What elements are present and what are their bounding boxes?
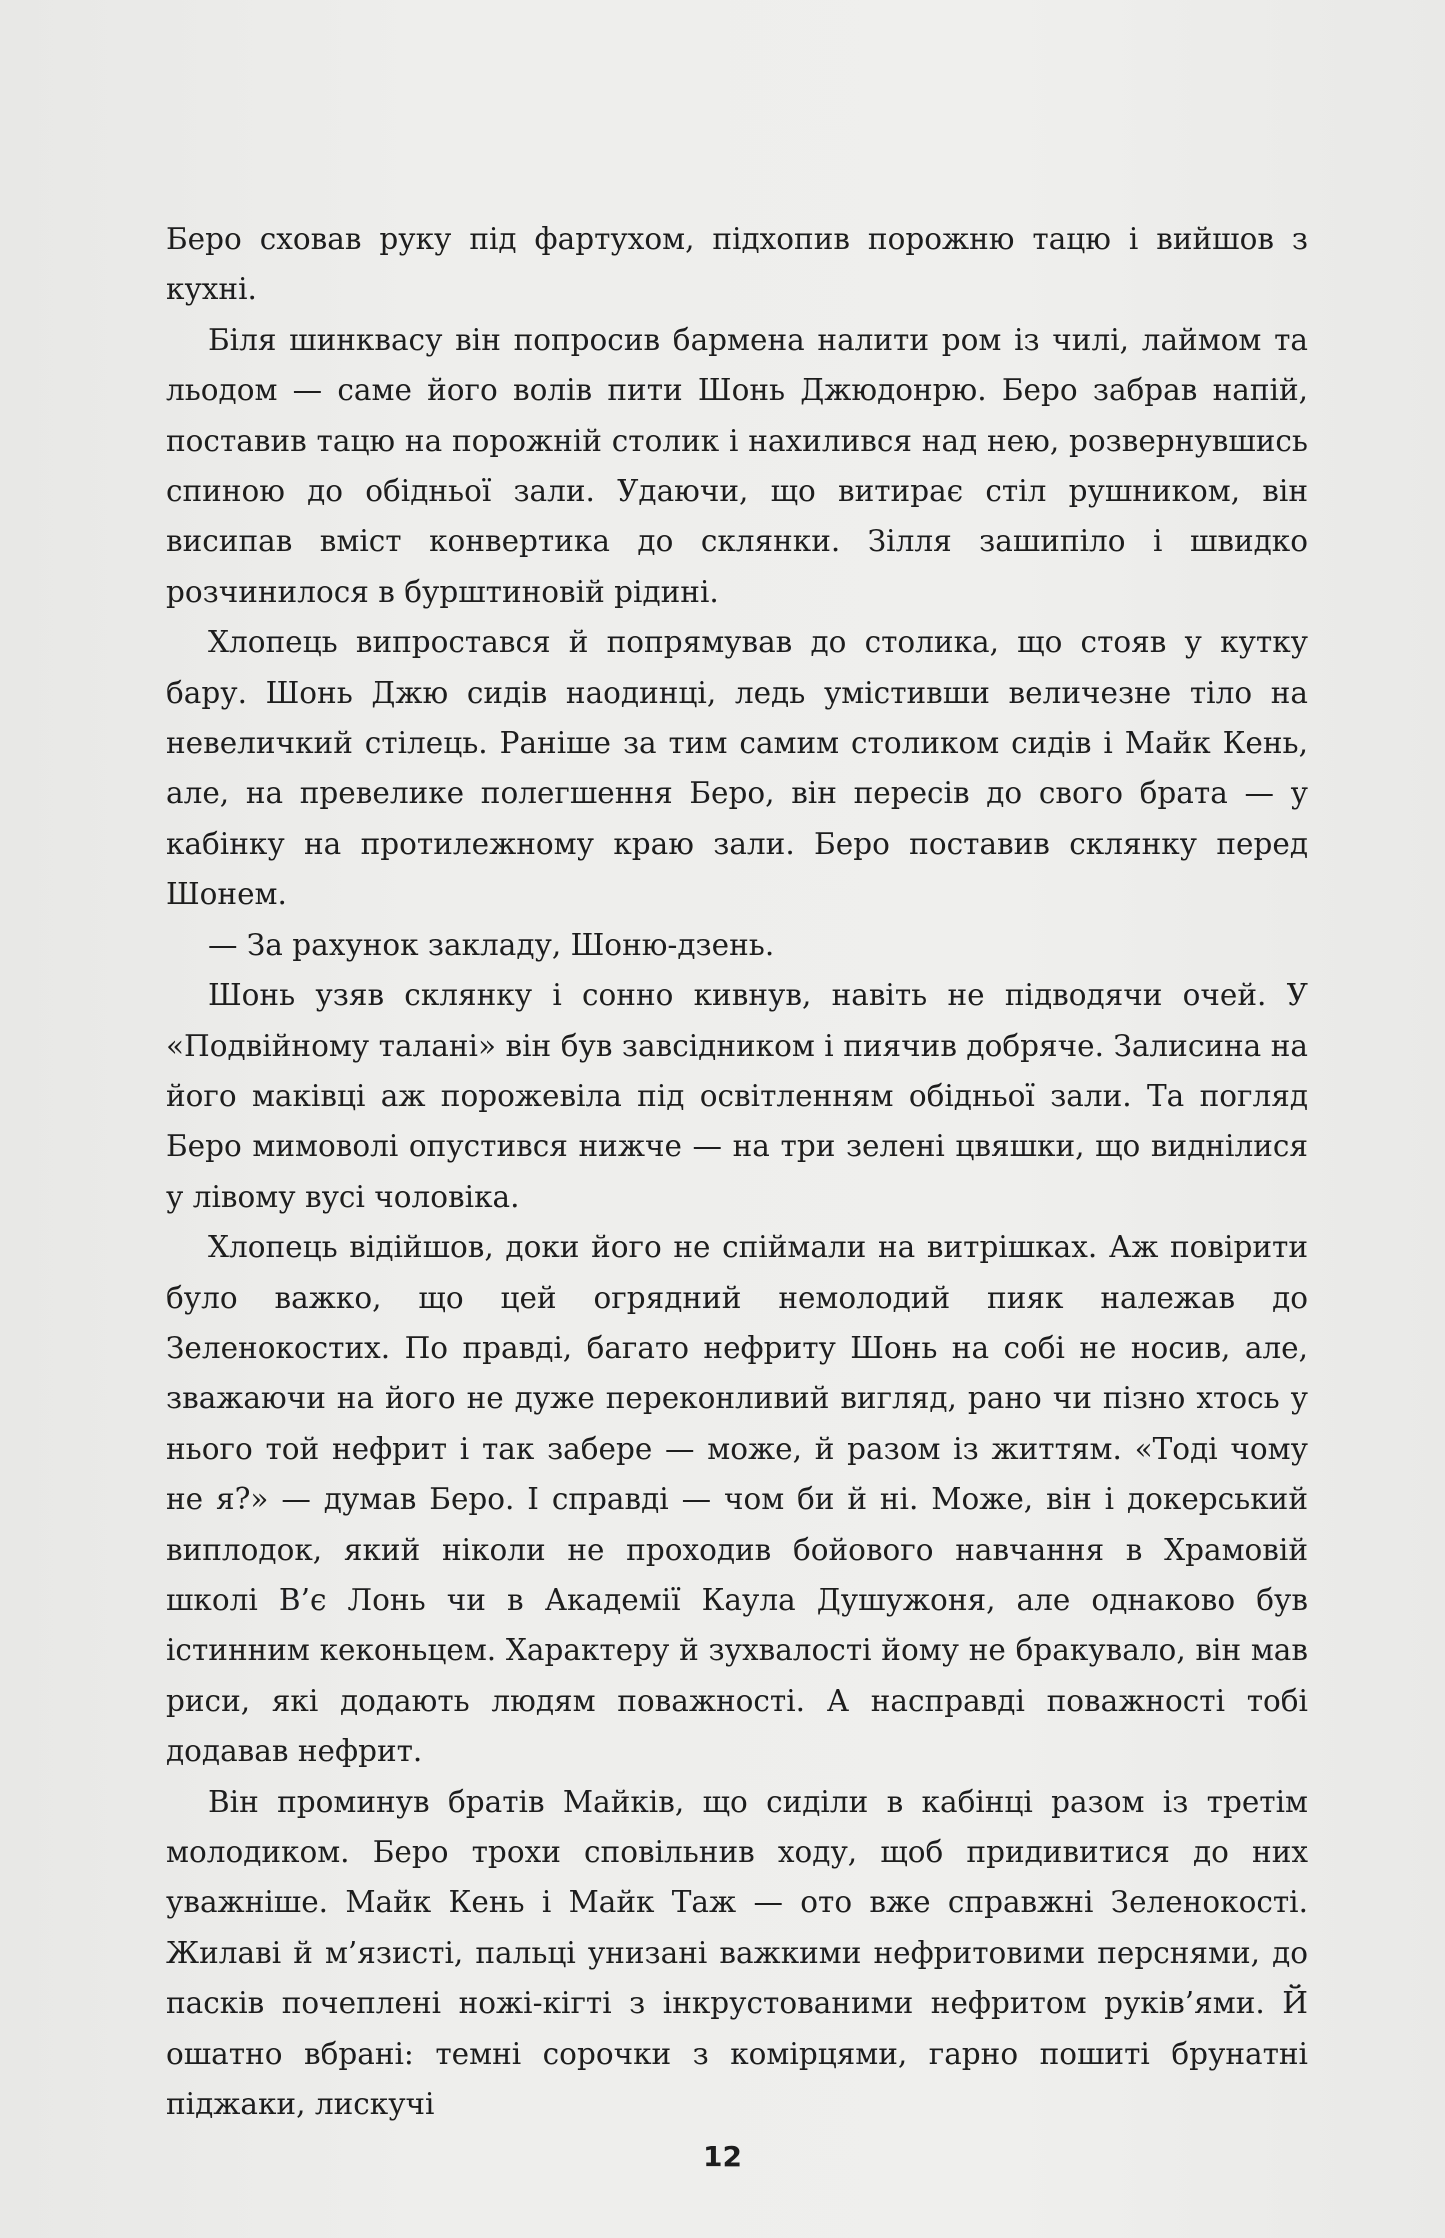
- paragraph: Він проминув братів Майків, що сиділи в кабінці разом із третім молодиком. Беро трохи сповільнив ходу, щоб придивитися до них уважніше. Майк Кень і Майк Таж — ото вже справжні Зеленокості. Жилаві й м’язисті, пальці унизані важкими нефритовими перснями, до пасків почеплені ножі-кігті з інкрустованими нефритом руків’ями. Й ошатно вбрані: темні сорочки з комірцями, гарно пошиті брунатні піджаки, лискучі: [166, 1784, 1308, 2122]
- body-text: [166, 214, 1308, 2129]
- paragraph: — За рахунок закладу, Шоню-дзень.: [208, 927, 775, 962]
- paragraph: Шонь узяв склянку і сонно кивнув, навіть не підводячи очей. У «Подвійному талані» він був завсідником і пиячив добряче. Залисина на його маківці аж порожевіла під освітленням обідньої зали. Та погляд Беро мимоволі опустився нижче — на три зелені цвяшки, що виднілися у лівому вусі чоловіка.: [166, 978, 1308, 1214]
- paragraph: Хлопець випростався й попрямував до столика, що стояв у кутку бару. Шонь Джю сидів наодинці, ледь умістивши величезне тіло на невеличкий стілець. Раніше за тим самим столиком сидів і Майк Кень, але, на превелике полегшення Беро, він пересів до свого брата — у кабінку на протилежному краю зали. Беро поставив склянку перед Шонем.: [166, 625, 1308, 912]
- paragraph: Хлопець відійшов, доки його не спіймали на витрішках. Аж повірити було важко, що цей огрядний немолодий пияк належав до Зеленокостих. По правді, багато нефриту Шонь на собі не носив, але, зважаючи на його не дуже переконливий вигляд, рано чи пізно хтось у нього той нефрит і так забере — може, й разом із життям. «Тоді чому не я?» — думав Беро. І справді — чом би й ні. Може, він і докерський виплодок, який ніколи не проходив бойового навчання в Храмовій школі В’є Лонь чи в Академії Каула Душужоня, але однаково був істинним кеконьцем. Характеру й зухвалості йому не бракувало, він мав риси, які додають людям поважності. А насправді поважності тобі додавав нефрит.: [166, 1230, 1308, 1769]
- page-number: 12: [703, 2140, 742, 2173]
- paragraph: Беро сховав руку під фартухом, підхопив порожню тацю і вийшов з кухні.: [166, 222, 1308, 307]
- paragraph: Біля шинквасу він попросив бармена налити ром із чилі, лаймом та льодом — саме його волів пити Шонь Джюдонрю. Беро забрав напій, поставив тацю на порожній столик і нахилився над нею, розвернувшись спиною до обідньої зали. Удаючи, що витирає стіл рушником, він висипав вміст конвертика до склянки. Зілля зашипіло і швидко розчинилося в бурштиновій рідині.: [166, 322, 1308, 609]
